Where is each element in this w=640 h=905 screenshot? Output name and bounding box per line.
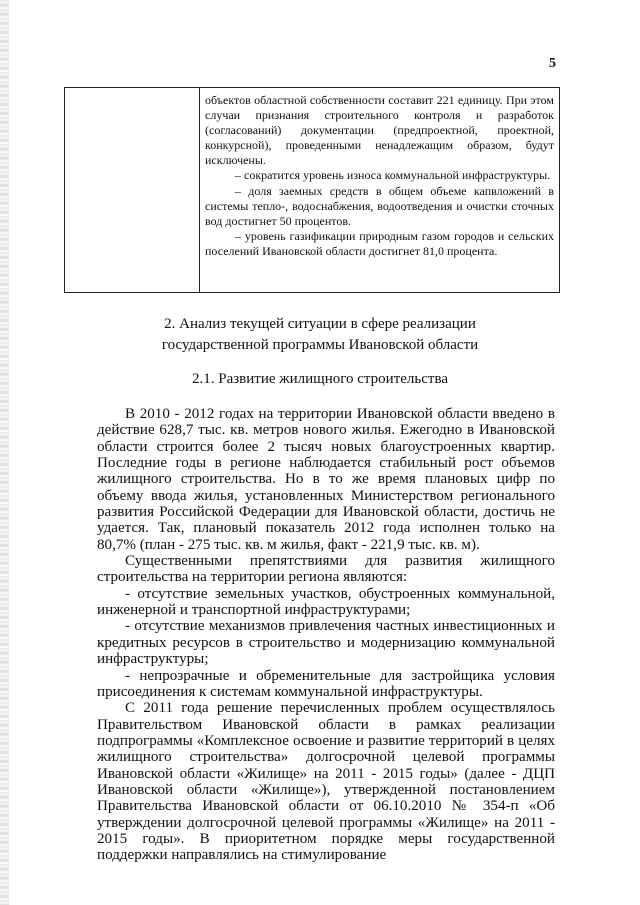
table-cell-paragraph: – сократится уровень износа коммунальной инфраструктуры. bbox=[235, 168, 551, 183]
table-cell-paragraph: объектов областной собственности составит 221 единицу. При этом случаи признания строительного контроля и разработок (согласований) документации (предпроектной, проектной, конкурсной), проведенными ненадлежащим образом, будут исключены. bbox=[205, 93, 554, 168]
body-text bbox=[97, 406, 555, 864]
section-subtitle: 2.1. Развитие жилищного строительства bbox=[191, 371, 448, 387]
table-cell-paragraph: – доля заемных средств в общем объеме капвложений в системы тепло-, водоснабжения, водоотведения и очистки сточных вод достигнет 50 процентов. bbox=[205, 183, 554, 228]
page-number: 5 bbox=[549, 56, 556, 71]
section-title-line-2: государственной программы Ивановской области bbox=[161, 337, 479, 353]
table-right-column bbox=[205, 93, 554, 259]
paragraph: Существенными препятствиями для развития жилищного строительства на территории региона являются: bbox=[97, 553, 555, 586]
section-title-line-1: 2. Анализ текущей ситуации в сфере реализации bbox=[164, 316, 476, 332]
continuation-table bbox=[64, 87, 560, 293]
table-cell-paragraph: – уровень газификации природным газом городов и сельских поселений Ивановской области достигнет 81,0 процента. bbox=[205, 228, 554, 258]
paragraph: В 2010 - 2012 годах на территории Ивановской области введено в действие 628,7 тыс. кв. метров нового жилья. Ежегодно в Ивановской области строится более 2 тысяч новых благоустроенных квартир. Последние годы в регионе наблюдается стабильный рост объемов жилищного строительства. Но в то же время плановых цифр по объему ввода жилья, установленных Министерством регионального развития Российской Федерации для Ивановской области, достичь не удается. Так, плановый показатель 2012 года исполнен только на 80,7% (план - 275 тыс. кв. м жилья, факт - 221,9 тыс. кв. м). bbox=[97, 406, 555, 553]
table-left-column bbox=[65, 88, 200, 292]
scan-edge bbox=[0, 0, 9, 905]
paragraph: - отсутствие механизмов привлечения частных инвестиционных и кредитных ресурсов в строительство и модернизацию коммунальной инфраструктуры; bbox=[97, 618, 555, 668]
paragraph: - непрозрачные и обременительные для застройщика условия присоединения к системам коммунальной инфраструктуры. bbox=[97, 667, 555, 700]
paragraph: - отсутствие земельных участков, обустроенных коммунальной, инженерной и транспортной инфраструктурами; bbox=[97, 585, 555, 619]
paragraph: С 2011 года решение перечисленных проблем осуществлялось Правительством Ивановской области в рамках реализации подпрограммы «Комплексное освоение и развитие территорий в целях жилищного строительства» долгосрочной целевой программы Ивановской области «Жилище» на 2011 - 2015 годы» (далее - ДЦП Ивановской области «Жилище»), утвержденной постановлением Правительства Ивановской области от 06.10.2010 № 354-п «Об утверждении долгосрочной целевой программы «Жилище» на 2011 - 2015 годы». В приоритетном порядке меры государственной поддержки направлялись на стимулирование bbox=[97, 700, 555, 864]
